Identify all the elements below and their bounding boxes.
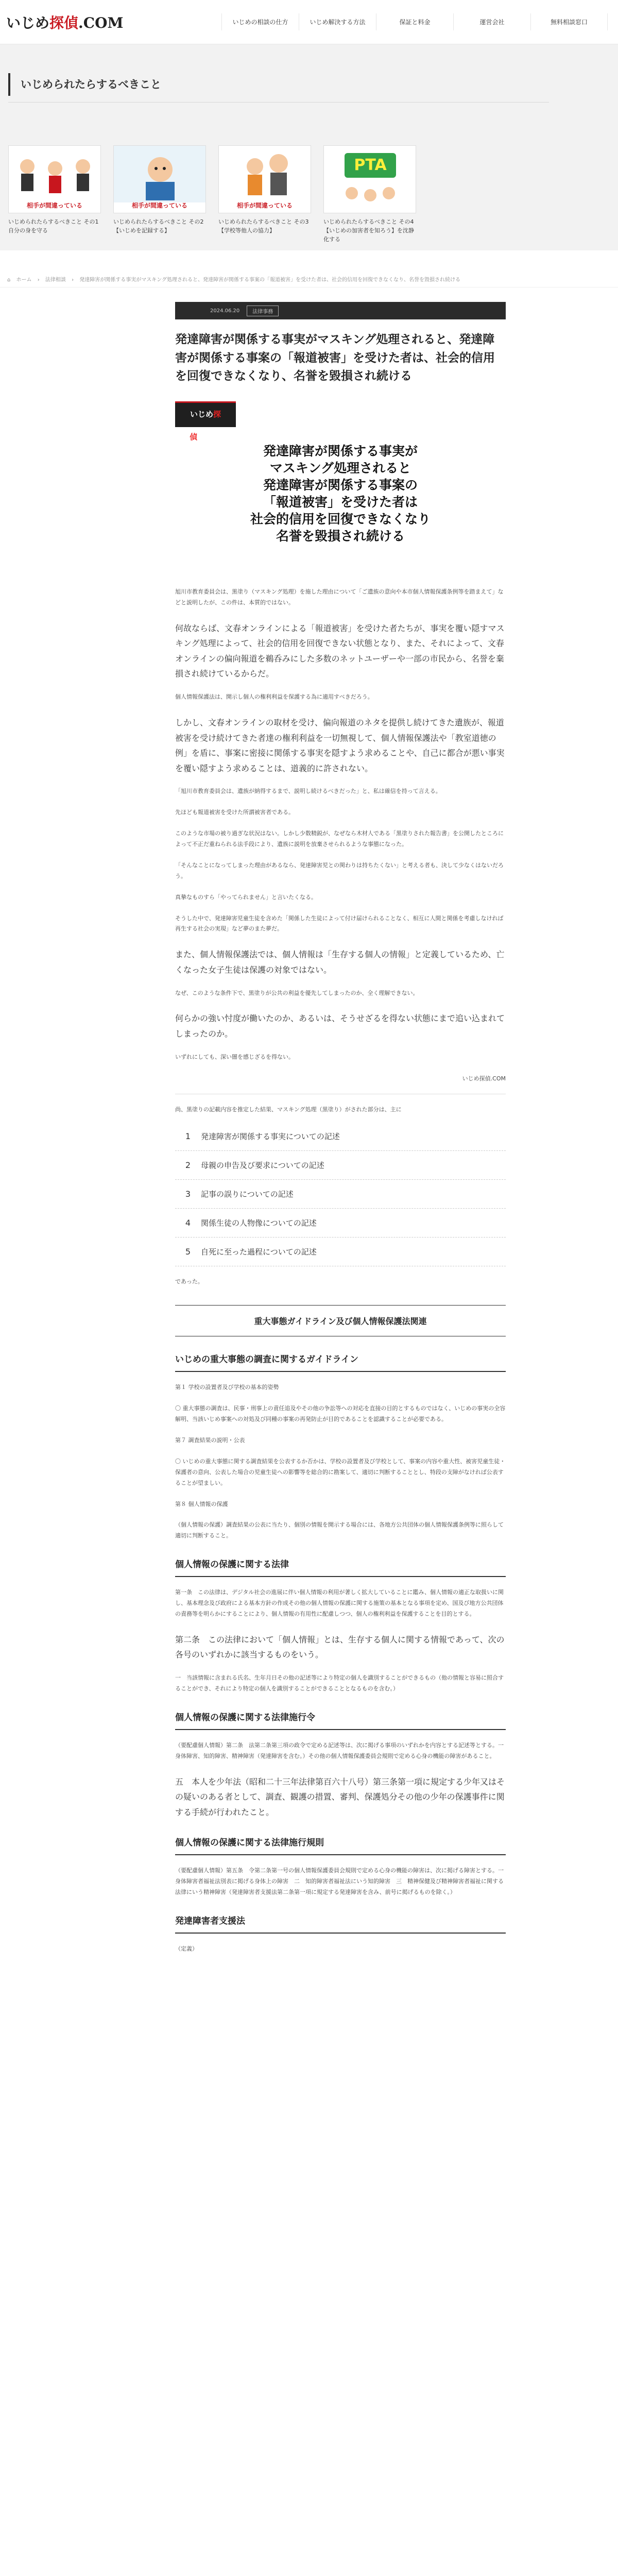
- card-thumbnail[interactable]: 相手が間違っている: [113, 145, 206, 213]
- card-thumbnail[interactable]: 相手が間違っている: [218, 145, 311, 213]
- paragraph: 一 当該情報に含まれる氏名、生年月日その他の記述等により特定の個人を識別することができるもの（他の情報と容易に照合することができ、それにより特定の個人を識別することができることとなるものを含む。）: [175, 1674, 504, 1692]
- featured-card[interactable]: [113, 145, 206, 244]
- paragraph: なぜ、このような条件下で、黒塗りが公共の利益を優先してしまったのか、全く理解できない。: [175, 989, 419, 996]
- category-tag[interactable]: 法律事務: [247, 306, 279, 316]
- card-thumbnail[interactable]: [323, 145, 416, 213]
- paragraph: 「そんなことになってしまった理由があるなら、発達障害児との関わりは持ちたくない」と考える者も、決して少なくはないだろう。: [175, 861, 504, 879]
- site-header: [0, 0, 618, 44]
- featured-cards: [8, 145, 416, 244]
- featured-card[interactable]: [323, 145, 416, 244]
- paragraph: 第一条 この法律は、デジタル社会の進展に伴い個人情報の利用が著しく拡大していることに鑑み、個人情報の適正な取扱いに関し、基本理念及び政府による基本方針の作成その他の個人情報の保護に関する施策の基本となる事項を定め、国及び地方公共団体の責務等を明らかにすることにより、個人情報の有用性に配慮しつつ、個人の権利利益を保護することを目的とする。: [175, 1589, 504, 1617]
- paragraph: （個人情報の保護）調査結果の公表に当たり、個別の情報を開示する場合には、各地方公共団体の個人情報保護条例等に照らして適切に判断すること。: [175, 1521, 504, 1539]
- paragraph: そうした中で、発達障害児童生徒を含めた「関係した生徒によって付け届けられることなく、相互に人間と関係を考慮しなければ再生する社会の実現」など夢のまた夢だ。: [175, 914, 504, 933]
- paragraph: 先ほども報道被害を受けた所謂被害者である。: [175, 809, 294, 816]
- article: [175, 302, 509, 1955]
- global-nav: [221, 13, 608, 30]
- paragraph: 〇 いじめの重大事態に関する調査結果を公表するか否かは、学校の設置者及び学校として、事案の内容や重大性、被害児童生徒・保護者の意向、公表した場合の児童生徒への影響等を総合的に勘案して、適切に判断することとし、特段の支障がなければ公表することが望ましい。: [175, 1458, 506, 1486]
- nav-item-solve[interactable]: いじめ解決する方法: [299, 13, 376, 30]
- list-item: 4 関係生徒の人物像についての記述: [175, 1209, 506, 1238]
- breadcrumb-home[interactable]: ホーム: [16, 277, 32, 283]
- article-meta: [175, 302, 506, 319]
- paragraph: 尚、黒塗りの記載内容を推定した結果、マスキング処理（黒塗り）がされた部分は、主に: [175, 1106, 402, 1113]
- card-caption[interactable]: いじめられたらするべきこと その4 【いじめの加害者を知ろう】を沈静化する: [323, 218, 414, 243]
- list-item: 2 母親の申告及び要求についての記述: [175, 1151, 506, 1180]
- masked-items-list: [175, 1122, 506, 1266]
- nav-item-price[interactable]: 保証と料金: [376, 13, 453, 30]
- lead-paragraph: 第二条 この法律において「個人情報」とは、生存する個人に関する情報であって、次の各号のいずれかに該当するものをいう。: [175, 1634, 505, 1660]
- band-title: いじめられたらするべきこと: [8, 73, 472, 96]
- nav-item-consult[interactable]: いじめの相談の仕方: [221, 13, 299, 30]
- paragraph: 「旭川市教育委員会は、遺族が納得するまで、説明し続けるべきだった」と、私は確信を持って言える。: [175, 788, 441, 795]
- paragraph: いずれにしても、深い闇を感じざるを得ない。: [175, 1053, 294, 1060]
- list-item: 1 発達障害が関係する事実についての記述: [175, 1122, 506, 1151]
- breadcrumb-category[interactable]: 法律相談: [45, 277, 66, 283]
- card-thumbnail[interactable]: 相手が間違っている: [8, 145, 101, 213]
- hero-headline: 発達障害が関係する事実が マスキング処理されると 発達障害が関係する事案の 「報道被害」を受けた者は 社会的信用を回復できなくなり 名誉を毀損され続ける: [250, 443, 431, 544]
- paragraph: 第７ 調査結果の説明・公表: [175, 1436, 245, 1444]
- featured-band: [0, 44, 618, 250]
- signature: いじめ探偵.COM: [462, 1075, 506, 1082]
- paragraph: であった。: [175, 1278, 203, 1285]
- paragraph: 旭川市教育委員会は、黒塗り（マスキング処理）を施した理由について「ご遺族の意向や本市個人情報保護条例等を踏まえて」などと説明したが、この件は、本質的ではない。: [175, 588, 504, 606]
- subsection-heading: 発達障害者支援法: [175, 1913, 506, 1934]
- breadcrumb-current: 発達障害が関係する事実がマスキング処理されると、発達障害が関係する事案の「報道被害」を受けた者は、社会的信用を回復できなくなり、名誉を毀損され続ける: [79, 277, 460, 283]
- section-heading: 重大事態ガイドライン及び個人情報保護法関連: [175, 1305, 506, 1336]
- lead-paragraph: 五 本人を少年法（昭和二十三年法律第百六十八号）第三条第一項に規定する少年又はその疑いのある者として、調査、観護の措置、審判、保護処分その他の少年の保護事件に関する手続が行われたこと。: [175, 1776, 505, 1817]
- lead-paragraph: 何らかの強い忖度が働いたのか、あるいは、そうせざるを得ない状態にまで追い込まれてしまったのか。: [175, 1013, 505, 1039]
- paragraph: 第１ 学校の設置者及び学校の基本的姿勢: [175, 1384, 279, 1391]
- lead-paragraph: また、個人情報保護法では、個人情報は「生存する個人の情報」と定義しているため、亡くなった女子生徒は保護の対象ではない。: [175, 950, 505, 975]
- nav-item-free-consult[interactable]: 無料相談窓口: [530, 13, 608, 30]
- card-caption[interactable]: いじめられたらするべきこと その1 自分の身を守る: [8, 218, 99, 234]
- subsection-heading: 個人情報の保護に関する法律施行令: [175, 1710, 506, 1730]
- worried-student-illustration-icon: [114, 146, 206, 202]
- student-with-adult-illustration-icon: [219, 146, 311, 202]
- paragraph: （定義）: [175, 1945, 198, 1953]
- list-item: 3 記事の誤りについての記述: [175, 1180, 506, 1209]
- card-caption[interactable]: いじめられたらするべきこと その3 【学校等他人の協力】: [218, 218, 309, 234]
- pta-sign: PTA: [345, 153, 396, 178]
- paragraph: 真摯なものすら「やってられません」と言いたくなる。: [175, 893, 317, 901]
- card-caption[interactable]: いじめられたらするべきこと その2 【いじめを記録する】: [113, 218, 204, 234]
- pta-illustration-icon: [324, 146, 416, 213]
- hero-image: [175, 401, 506, 577]
- subsection-heading: いじめの重大事態の調査に関するガイドライン: [175, 1352, 506, 1372]
- article-title: 発達障害が関係する事実がマスキング処理されると、発達障害が関係する事案の「報道被害」を受けた者は、社会的信用を回復できなくなり、名誉を毀損され続ける: [175, 333, 495, 383]
- subsection-heading: 個人情報の保護に関する法律施行規則: [175, 1835, 506, 1855]
- paragraph: （要配慮個人情報）第五条 令第二条第一号の個人情報保護委員会規則で定める心身の機能の障害は、次に掲げる障害とする。一 身体障害者福祉法別表に掲げる身体上の障害 二 知的障害者福祉法にいう知的障害 三 精神保健及び精神障害者福祉に関する法律にいう精神障害（発達障害者支援法第二条第一項に規定する発達障害を含み、前号に掲げるものを除く。）: [175, 1867, 509, 1896]
- hero-logo: いじめ探偵.COM: [175, 401, 236, 427]
- paragraph: このような市場の被り過ぎな状況はない。しかし少数精鋭が、なぜなら木材人である「黒塗りされた報告書」を公開したところによって不正だ重ねられる法手段により、遺族に説明を放棄させられるような事態になった。: [175, 830, 504, 848]
- paragraph: （要配慮個人情報）第二条 法第二条第三項の政令で定める記述等は、次に掲げる事項のいずれかを内容とする記述等とする。一 身体障害、知的障害、精神障害（発達障害を含む。）その他の個人情報保護委員会規則で定める心身の機能の障害があること。: [175, 1741, 509, 1759]
- paragraph: 〇 重大事態の調査は、民事・刑事上の責任追及やその他の争訟等への対応を直接の目的とするものではなく、いじめの事実の全容解明、当該いじめ事案への対処及び同種の事案の再発防止が目的であることを認識することが必要である。: [175, 1405, 506, 1423]
- nav-item-company[interactable]: 運営会社: [453, 13, 530, 30]
- featured-card[interactable]: [8, 145, 101, 244]
- paragraph: 個人情報保護法は、開示し個人の権利利益を保護する為に適用すべきだろう。: [175, 693, 373, 701]
- home-icon[interactable]: ⌂: [7, 277, 11, 283]
- featured-card[interactable]: [218, 145, 311, 244]
- paragraph: 第８ 個人情報の保護: [175, 1500, 228, 1507]
- site-logo[interactable]: いじめ探偵.COM: [6, 14, 124, 31]
- publish-date: 2024.06.20: [210, 308, 240, 314]
- subsection-heading: 個人情報の保護に関する法律: [175, 1557, 506, 1577]
- bullied-student-illustration-icon: [9, 146, 101, 202]
- breadcrumb: ⌂ ホーム › 法律相談 › 発達障害が関係する事実がマスキング処理されると、発達障害が関係する事案の「報道被害」を受けた者は、社会的信用を回復できなくなり、名誉を毀損され続ける: [0, 273, 618, 287]
- lead-paragraph: 何故ならば、文春オンラインによる「報道被害」を受けた者たちが、事実を覆い隠すマスキング処理によって、社会的信用を回復できない状態となり、また、それによって、文春オンラインの偏向報道を鵜呑みにした多数のネットユーザーや一部の市民から、名誉を棄損され続けているからだ。: [175, 623, 505, 679]
- list-item: 5 自死に至った過程についての記述: [175, 1238, 506, 1266]
- lead-paragraph: しかし、文春オンラインの取材を受け、偏向報道のネタを提供し続けてきた遺族が、報道被害を受け続けてきた者達の権利利益を一切無視して、個人情報保護法や「教室道徳の例」を盾に、事案に密接に関係する事実を隠すよう求めることや、自己に都合が悪い事実を覆い隠すよう求めることは、道義的に許されない。: [175, 717, 505, 773]
- divider: [8, 102, 549, 103]
